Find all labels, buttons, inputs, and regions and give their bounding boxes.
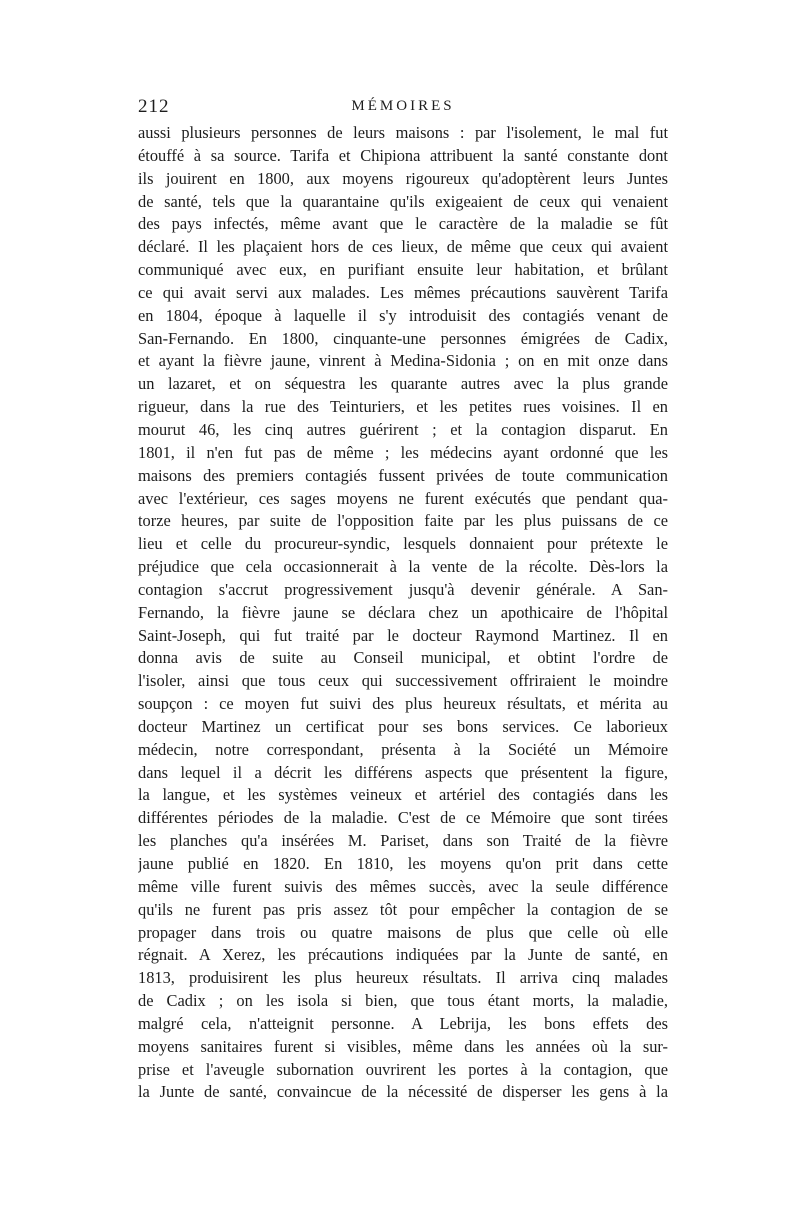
text-line: aussi plusieurs personnes de leurs maisons : par l'isolement, le mal fut <box>138 123 668 142</box>
text-line: médecin, notre correspondant, présenta à la Société un Mémoire <box>138 739 668 759</box>
text-line: dans lequel il a décrit les différens aspects que présentent la figure, <box>138 762 668 782</box>
text-line: torze heures, par suite de l'opposition faite par les plus puissans de ce <box>138 511 668 531</box>
text-line: différentes périodes de la maladie. C'est de ce Mémoire que sont tirées <box>138 808 668 828</box>
text-line: avec l'extérieur, ces sages moyens ne furent exécutés que pendant qua- <box>138 488 668 508</box>
text-line: en 1804, époque à laquelle il s'y introduisit des contagiés venant de <box>138 305 668 325</box>
page-number: 212 <box>138 96 170 117</box>
text-line: les planches qu'a insérées M. Pariset, dans son Traité de la fièvre <box>138 831 668 851</box>
text-line: mourut 46, les cinq autres guérirent ; et la contagion disparut. En <box>138 419 668 439</box>
text-line: de santé, tels que la quarantaine qu'ils exigeaient de ceux qui venaient <box>138 191 668 211</box>
text-line: de Cadix ; on les isola si bien, que tous étant morts, la maladie, <box>138 991 668 1011</box>
text-line: contagion s'accrut progressivement jusqu'à devenir générale. A San- <box>138 579 668 599</box>
text-line: et ayant la fièvre jaune, vinrent à Medina-Sidonia ; on en mit onze dans <box>138 351 668 371</box>
text-line: même ville furent suivis des mêmes succès, avec la seule différence <box>138 876 668 896</box>
text-line: jaune publié en 1820. En 1810, les moyens qu'on prit dans cette <box>138 854 668 873</box>
text-line: la langue, et les systèmes veineux et artériel des contagiés dans les <box>138 785 668 805</box>
text-line: communiqué avec eux, en purifiant ensuite leur habitation, et brûlant <box>138 260 668 280</box>
text-line: des pays infectés, même avant que le caractère de la maladie se fût <box>138 214 668 234</box>
text-line: la Junte de santé, convaincue de la nécessité de disperser les gens à la <box>138 1082 668 1102</box>
text-line: préjudice que cela occasionnerait à la vente de la récolte. Dès-lors la <box>138 557 668 577</box>
text-line: propager dans trois ou quatre maisons de plus que celle où elle <box>138 922 668 942</box>
text-line: maisons des premiers contagiés fussent privées de toute communication <box>138 465 668 485</box>
text-line: ils jouirent en 1800, aux moyens rigoureux qu'adoptèrent leurs Juntes <box>138 168 668 188</box>
text-line: Fernando, la fièvre jaune se déclara chez un apothicaire de l'hôpital <box>138 602 668 622</box>
text-line: malgré cela, n'atteignit personne. A Lebrija, les bons effets des <box>138 1013 668 1033</box>
text-line: soupçon : ce moyen fut suivi des plus heureux résultats, et mérita au <box>138 694 668 714</box>
text-line: étouffé à sa source. Tarifa et Chipiona attribuent la santé constante dont <box>138 145 668 165</box>
text-line: déclaré. Il les plaçaient hors de ces lieux, de même que ceux qui avaient <box>138 237 668 257</box>
body-text <box>138 122 668 1104</box>
text-line: 1813, produisirent les plus heureux résultats. Il arriva cinq malades <box>138 968 668 988</box>
text-line: moyens sanitaires furent si visibles, même dans les années où la sur- <box>138 1036 668 1056</box>
text-line: 1801, il n'en fut pas de même ; les médecins ayant ordonné que les <box>138 442 668 462</box>
text-line: Saint-Joseph, qui fut traité par le docteur Raymond Martinez. Il en <box>138 625 668 645</box>
running-title: MÉMOIRES <box>351 98 455 114</box>
text-line: qu'ils ne furent pas pris assez tôt pour empêcher la contagion de se <box>138 899 668 919</box>
running-head <box>138 96 668 122</box>
text-line: prise et l'aveugle subornation ouvrirent les portes à la contagion, que <box>138 1059 668 1079</box>
text-line: San-Fernando. En 1800, cinquante-une personnes émigrées de Cadix, <box>138 328 668 348</box>
text-line: rigueur, dans la rue des Teinturiers, et les petites rues voisines. Il en <box>138 397 668 417</box>
text-line: donna avis de suite au Conseil municipal, et obtint l'ordre de <box>138 648 668 668</box>
text-line: l'isoler, ainsi que tous ceux qui successivement offriraient le moindre <box>138 671 668 691</box>
text-line: ce qui avait servi aux malades. Les mêmes précautions sauvèrent Tarifa <box>138 282 668 302</box>
text-line: régnait. A Xerez, les précautions indiquées par la Junte de santé, en <box>138 945 668 965</box>
text-line: lieu et celle du procureur-syndic, lesquels donnaient pour prétexte le <box>138 534 668 554</box>
text-line: docteur Martinez un certificat pour ses bons services. Ce laborieux <box>138 716 668 736</box>
text-line: un lazaret, et on séquestra les quarante autres avec la plus grande <box>138 374 668 394</box>
